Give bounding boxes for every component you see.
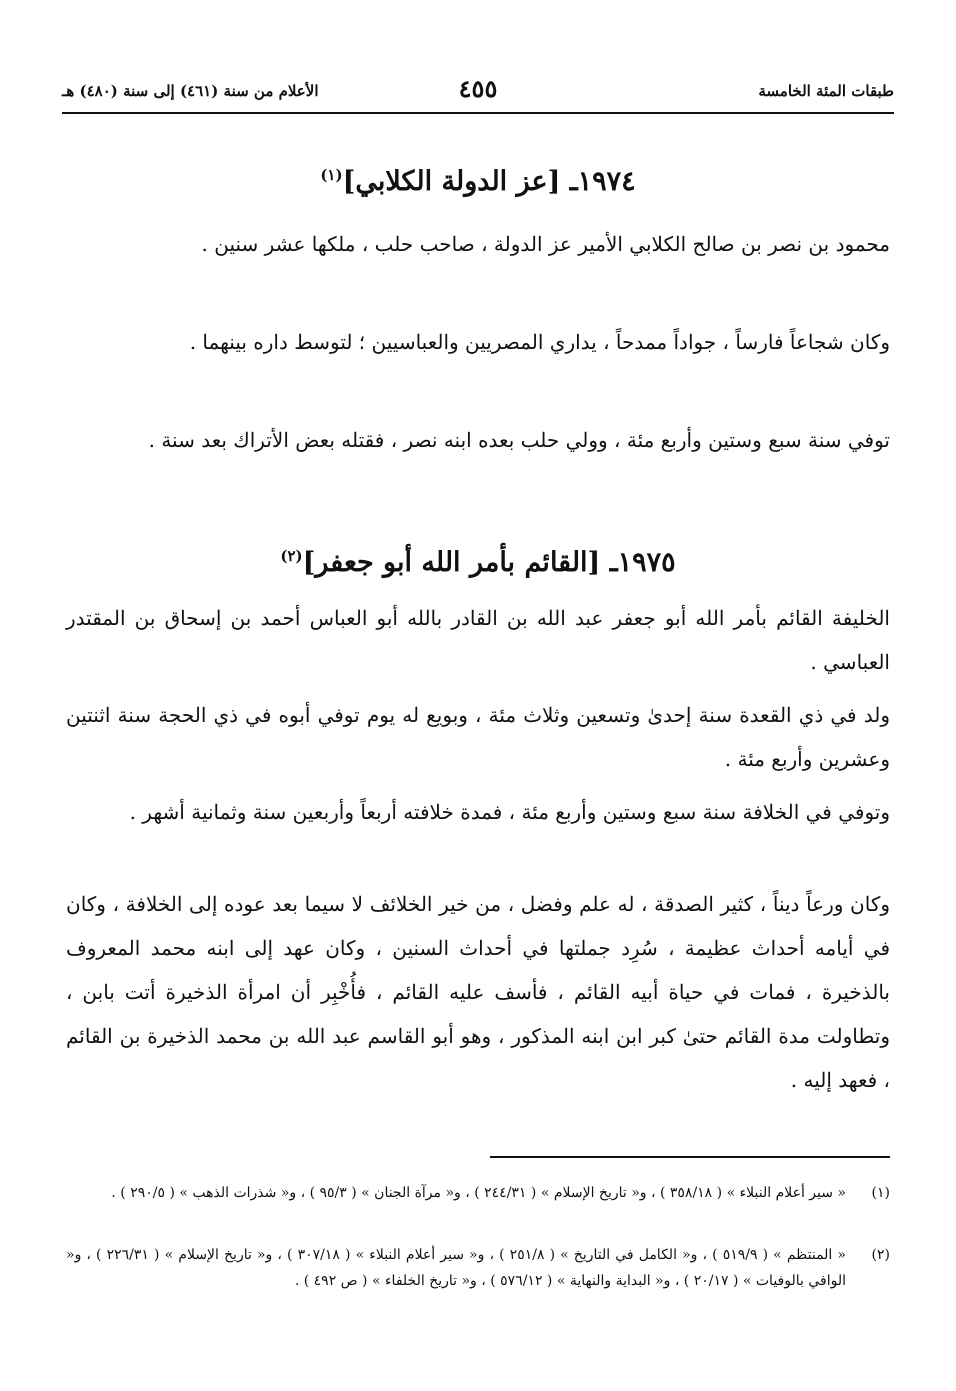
footnote-ref: (٢) [280, 547, 303, 565]
entry-title: ١٩٧٥ـ [القائم بأمر الله أبو جعفر]$^{(٢)}$ [280, 547, 676, 578]
footnote-ref: (١) [320, 166, 343, 184]
page-number: ٤٥٥ [458, 74, 498, 103]
footnote [66, 1242, 890, 1294]
paragraph: محمود بن نصر بن صالح الكلابي الأمير عز الدولة ، صاحب حلب ، ملكها عشر سنين . [201, 232, 890, 256]
running-header [62, 74, 894, 110]
footnote [66, 1180, 890, 1206]
footnote-text: « المنتظم » ( ٥١٩/٩ ) ، و« الكامل في التاريخ » ( ٢٥١/٨ ) ، و« سير أعلام النبلاء » ( ٣٠٧/١٨ ) ، و« تاريخ الإسلام » ( ٢٢٦/٣١ ) ، و« الوافي بالوفيات » ( ٢٠/١٧ ) ، و« البداية والنهاية » ( ٥٧٦/١٢ ) ، و« تاريخ الخلفاء » ( ص ٤٩٢ ) . [66, 1247, 846, 1289]
footnote-number: (١) [871, 1185, 890, 1201]
paragraph: توفي سنة سبع وستين وأربع مئة ، وولي حلب بعده ابنه نصر ، فقتله بعض الأتراك بعد سنة . [148, 428, 890, 452]
paragraph: وكان شجاعاً فارساً ، جواداً ممدحاً ، يداري المصريين والعباسيين ؛ لتوسط داره بينهما . [189, 330, 890, 354]
header-divider [62, 112, 894, 114]
footnote-number: (٢) [871, 1247, 890, 1263]
range-title: الأعلام من سنة (٤٦١) إلى سنة (٤٨٠) هـ [62, 82, 319, 100]
paragraph: الخليفة القائم بأمر الله أبو جعفر عبد الله بن القادر بالله أبو العباس أحمد بن إسحاق بن المقتدر العباسي . [66, 606, 890, 674]
section-title: طبقات المئة الخامسة [758, 82, 894, 100]
paragraph: وتوفي في الخلافة سنة سبع وستين وأربع مئة ، فمدة خلافته أربعاً وأربعين سنة وثمانية أشهر . [129, 800, 890, 824]
entry-title: ١٩٧٤ـ [عز الدولة الكلابي]$^{(١)}$ [320, 166, 636, 197]
paragraph: ولد في ذي القعدة سنة إحدىٰ وتسعين وثلاث مئة ، وبويع له يوم توفي أبوه في ذي الحجة سنة اثنتين وعشرين وأربع مئة . [66, 703, 890, 771]
footnote-divider [490, 1156, 890, 1158]
paragraph: وكان ورعاً ديناً ، كثير الصدقة ، له علم وفضل ، من خير الخلائف لا سيما بعد عوده إلى الخلافة ، وكان في أيامه أحداث عظيمة ، سُرِد جملتها في أحداث السنين ، وكان عهد إلى ابنه محمد المعروف بالذخيرة ، فمات في حياة أبيه القائم ، فأسف عليه القائم ، فأُخْبِر أن امرأة الذخيرة أتت بابن ، وتطاولت مدة القائم حتىٰ كبر ابن ابنه المذكور ، وهو أبو القاسم عبد الله بن محمد الذخيرة بن القائم ، فعهد إليه . [66, 892, 891, 1092]
footnote-text: « سير أعلام النبلاء » ( ٣٥٨/١٨ ) ، و« تاريخ الإسلام » ( ٢٤٤/٣١ ) ، و« مرآة الجنان » ( ٩٥/٣ ) ، و« شذرات الذهب » ( ٢٩٠/٥ ) . [111, 1185, 846, 1201]
